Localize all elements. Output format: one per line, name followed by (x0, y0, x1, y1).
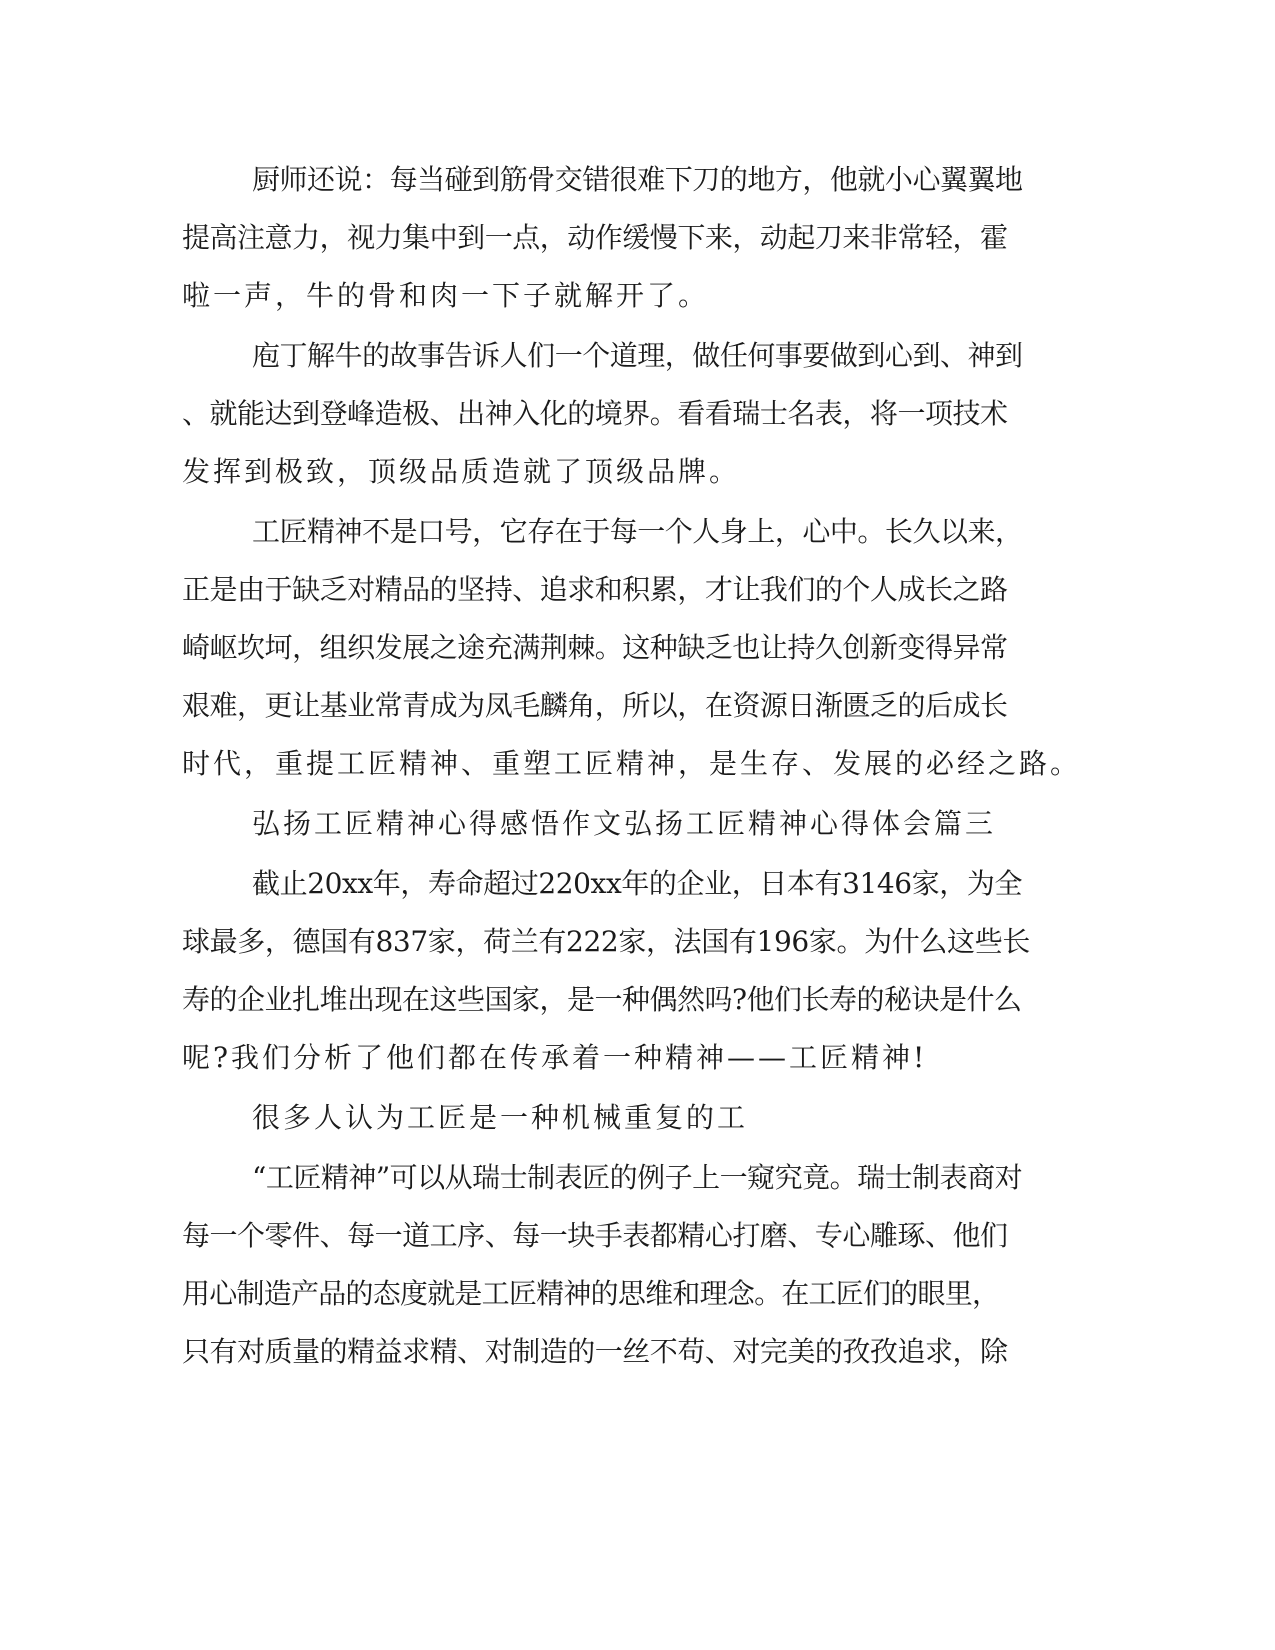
text-line: 呢?我们分析了他们都在传承着一种精神——工匠精神! (182, 1041, 928, 1074)
text-line: 球最多，德国有837家，荷兰有222家，法国有196家。为什么这些长 (182, 925, 1030, 958)
text-line: 工匠精神不是口号，它存在于每一个人身上，心中。长久以来， (252, 515, 1023, 548)
text-line: 崎岖坎坷，组织发展之途充满荆棘。这种缺乏也让持久创新变得异常 (182, 631, 1008, 664)
text-line: 用心制造产品的态度就是工匠精神的思维和理念。在工匠们的眼里， (182, 1277, 1000, 1310)
text-line: 时代，重提工匠精神、重塑工匠精神，是生存、发展的必经之路。 (182, 747, 1082, 780)
section-heading: 弘扬工匠精神心得感悟作文弘扬工匠精神心得体会篇三 (252, 807, 997, 840)
text-line: 提高注意力，视力集中到一点，动作缓慢下来，动起刀来非常轻，霍 (182, 221, 1008, 254)
text-line: 截止20xx年，寿命超过220xx年的企业，日本有3146家，为全 (252, 867, 1023, 900)
text-line: 正是由于缺乏对精品的坚持、追求和积累，才让我们的个人成长之路 (182, 573, 1008, 606)
text-line: 很多人认为工匠是一种机械重复的工 (252, 1101, 749, 1134)
text-line: 艰难，更让基业常青成为凤毛麟角，所以，在资源日渐匮乏的后成长 (182, 689, 1008, 722)
text-line: 啦一声，牛的骨和肉一下子就解开了。 (182, 279, 710, 312)
text-line: 、就能达到登峰造极、出神入化的境界。看看瑞士名表，将一项技术 (182, 397, 1008, 430)
text-line: 庖丁解牛的故事告诉人们一个道理，做任何事要做到心到、神到 (252, 339, 1023, 372)
text-line: 寿的企业扎堆出现在这些国家，是一种偶然吗?他们长寿的秘诀是什么 (182, 983, 1022, 1016)
text-line: 每一个零件、每一道工序、每一块手表都精心打磨、专心雕琢、他们 (182, 1219, 1008, 1252)
text-line: 发挥到极致，顶级品质造就了顶级品牌。 (182, 455, 741, 488)
text-line: 只有对质量的精益求精、对制造的一丝不苟、对完美的孜孜追求，除 (182, 1335, 1008, 1368)
text-line: 厨师还说：每当碰到筋骨交错很难下刀的地方，他就小心翼翼地 (252, 163, 1023, 196)
text-line: “工匠精神”可以从瑞士制表匠的例子上一窥究竟。瑞士制表商对 (252, 1161, 1023, 1194)
